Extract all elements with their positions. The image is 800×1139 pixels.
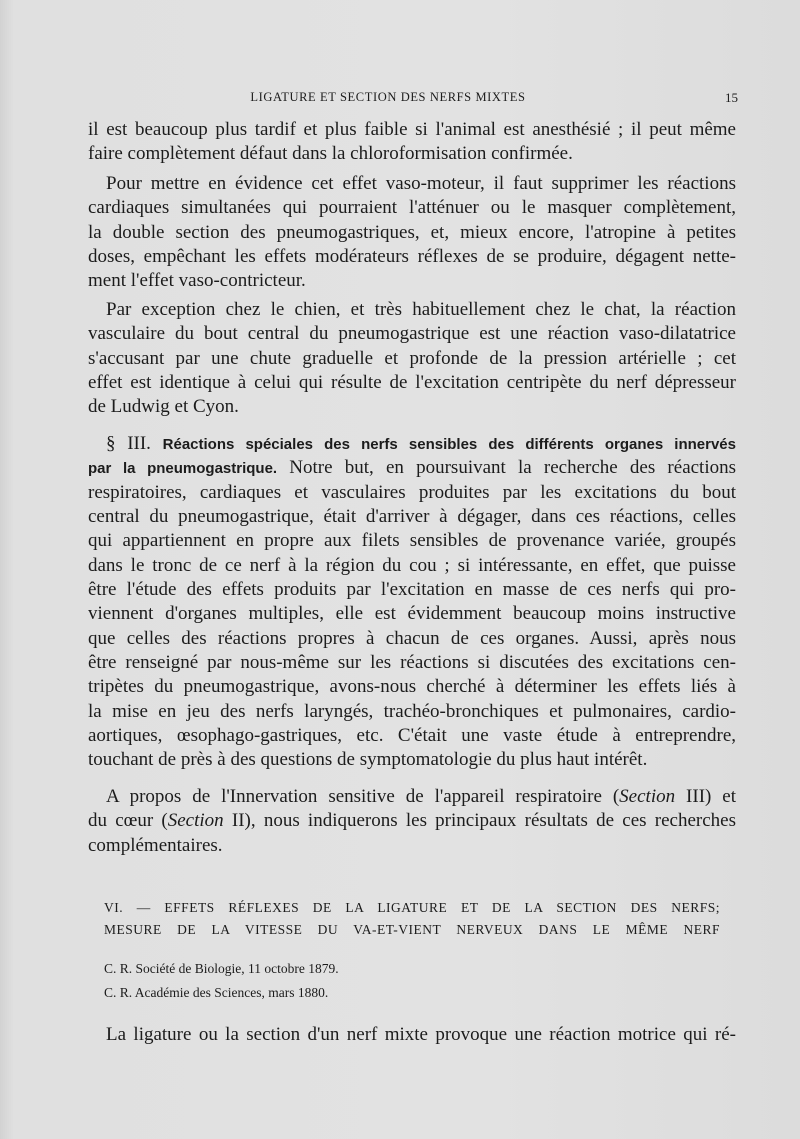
italic-run: Section (619, 786, 676, 807)
text-line: doses, empêchant les effets modérateurs réflexes de se produire, dégagent nette- (88, 246, 736, 268)
text-line: de Ludwig et Cyon. (88, 396, 239, 418)
text-line: complémentaires. (88, 834, 223, 856)
text-line: s'accusant par une chute graduelle et profonde de la pression artérielle ; cet (88, 347, 736, 369)
text-line: touchant de près à des questions de symptomatologie du plus haut intérêt. (88, 749, 648, 771)
text-line: aortiques, œsophago-gastriques, etc. C'était une vaste étude à entreprendre, (88, 725, 736, 747)
text-line: dans le tronc de ce nerf à la région du cou ; si intéressante, en effet, que puisse (88, 554, 736, 576)
page-number: 15 (725, 90, 738, 105)
text-line: Pour mettre en évidence cet effet vaso-moteur, il faut supprimer les réactions (106, 173, 736, 194)
reference: C. R. Académie des Sciences, mars 1880. (104, 985, 329, 1000)
text-line: La ligature ou la section d'un nerf mixte provoque une réaction motrice qui ré- (106, 1024, 736, 1045)
chapter-title-line: MESURE DE LA VITESSE DU VA-ET-VIENT NERVEUX DANS LE MÊME NERF (104, 922, 720, 937)
text-line: viennent d'organes multiples, elle est évidemment beaucoup moins instructive (88, 603, 736, 625)
text-line: effet est identique à celui qui résulte de l'excitation centripète du nerf dépresseur (88, 372, 736, 394)
text-line: cardiaques simultanées qui pourraient l'atténuer ou le masquer complètement, (88, 197, 736, 219)
text-line: respiratoires, cardiaques et vasculaires produites par les excitations du bout (88, 481, 736, 503)
section-mark: § III. (106, 433, 151, 454)
text-line (88, 456, 736, 480)
running-head (88, 90, 738, 108)
references (88, 957, 736, 1005)
text-line (88, 785, 736, 809)
italic-run: Section (167, 810, 224, 832)
paragraph-3 (88, 298, 736, 420)
text-line: être l'étude des effets produits par l'excitation en masse de ces nerfs qui pro- (88, 579, 736, 601)
paragraph-5 (88, 785, 736, 858)
text-line: la double section des pneumogastriques, et, mieux encore, l'atropine à petites (88, 221, 736, 243)
section-3 (88, 432, 736, 773)
text-line: central du pneumogastrique, était d'arriver à dégager, dans ces réactions, celles (88, 506, 736, 528)
text-line: ment l'effet vaso-contricteur. (88, 270, 306, 292)
text-line: la mise en jeu des nerfs laryngés, trachéo-bronchiques et pulmonaires, cardio- (88, 700, 736, 722)
text-line (88, 809, 736, 833)
text-run: II), nous indiquerons les principaux résultats de ces recherches (223, 810, 736, 832)
section-title: Réactions spéciales des nerfs sensibles des différents organes innervés (162, 436, 736, 453)
text-line: tripètes du pneumogastrique, avons-nous cherché à déterminer les effets liés à (88, 676, 736, 698)
text-line: être renseigné par nous-même sur les réactions si discutées des excitations cen- (88, 652, 736, 674)
section-title-continued: par la pneumogastrique. (88, 460, 278, 478)
text-line: il est beaucoup plus tardif et plus faible si l'animal est anesthésié ; il peut même (88, 119, 736, 140)
running-title: LIGATURE ET SECTION DES NERFS MIXTES (250, 90, 526, 104)
text-line: Par exception chez le chien, et très habituellement chez le chat, la réaction (106, 299, 736, 320)
text-run: III) et (675, 786, 736, 807)
text-line: que celles des réactions propres à chacun de ces organes. Aussi, après nous (88, 627, 736, 649)
paragraph-6 (88, 1023, 736, 1047)
chapter-title-line: VI. — EFFETS RÉFLEXES DE LA LIGATURE ET DE LA SECTION DES NERFS; (104, 900, 720, 915)
reference: C. R. Société de Biologie, 11 octobre 1879. (104, 961, 339, 976)
paragraph-1 (88, 118, 736, 167)
text-run: du cœur ( (88, 810, 168, 832)
text-line: faire complètement défaut dans la chloroformisation confirmée. (88, 143, 573, 165)
chapter-heading (104, 897, 720, 941)
text-run: A propos de l'Innervation sensitive de l'appareil respiratoire ( (106, 786, 620, 807)
section-heading-line (88, 432, 736, 456)
paragraph-2 (88, 172, 736, 294)
text-run: Notre but, en poursuivant la recherche des réactions (289, 457, 737, 479)
text-line: qui appartiennent en propre aux filets sensibles de provenance variée, groupés (88, 530, 736, 552)
text-line: vasculaire du bout central du pneumogastrique est une réaction vaso-dilatatrice (88, 323, 736, 345)
